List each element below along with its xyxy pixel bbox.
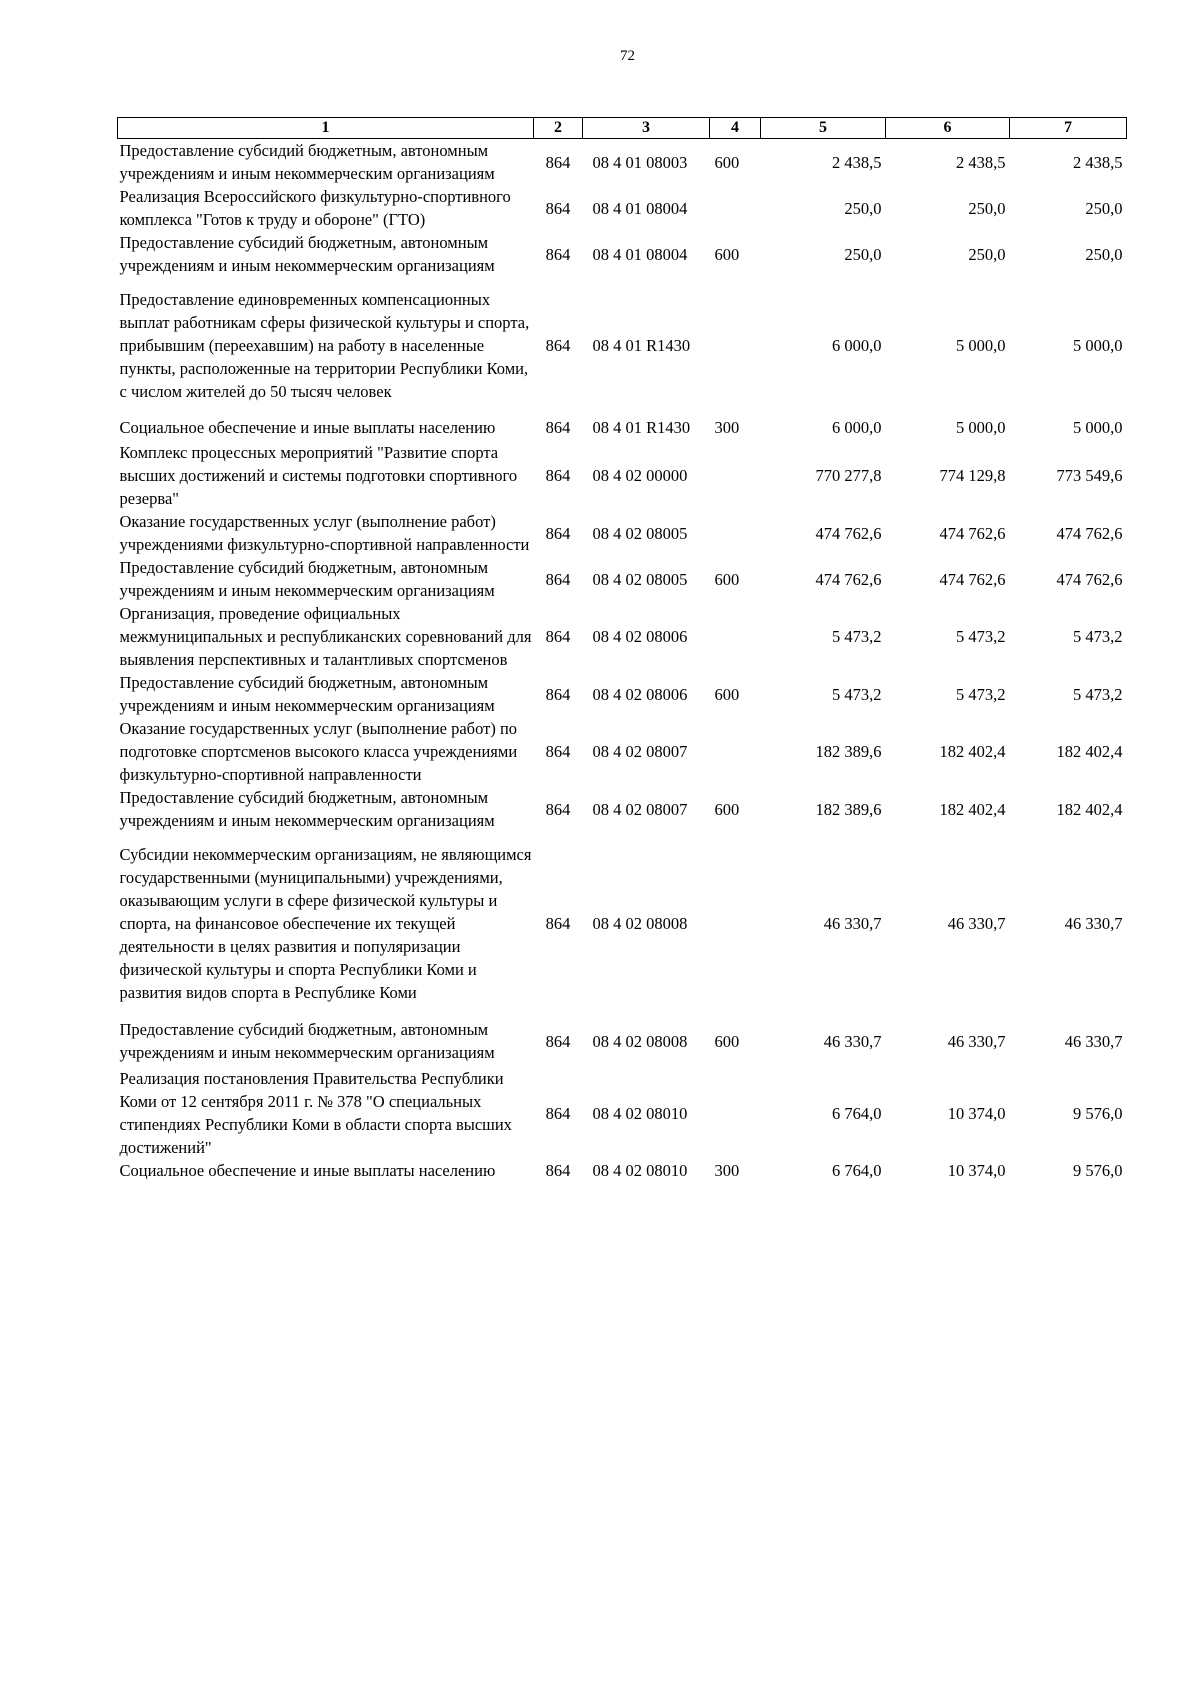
row-vr: 600	[714, 152, 740, 172]
row-csr: 08 4 01 08004	[592, 244, 688, 264]
row-amount-year3: 46 330,7	[1064, 914, 1123, 933]
row-amount-year2: 5 000,0	[956, 418, 1006, 437]
row-amount-year1: 5 473,2	[832, 684, 882, 704]
row-csr: 08 4 01 R1430	[592, 418, 691, 437]
row-amount-year2: 774 129,8	[939, 466, 1006, 485]
table-row	[118, 277, 1127, 414]
row-grbs: 864	[545, 799, 571, 819]
row-vr	[710, 717, 761, 786]
row-vr	[710, 1067, 761, 1159]
row-vr	[710, 510, 761, 556]
row-amount-year1: 6 764,0	[832, 1103, 882, 1123]
row-grbs: 864	[545, 627, 571, 646]
table-row	[118, 1067, 1127, 1159]
row-csr: 08 4 02 08008	[592, 914, 688, 933]
row-amount-year3: 46 330,7	[1064, 1031, 1123, 1051]
row-amount-year3: 5 000,0	[1073, 336, 1123, 355]
row-vr	[710, 185, 761, 231]
row-amount-year1: 474 762,6	[815, 569, 882, 589]
row-name: Предоставление субсидий бюджетным, автономным учреждениям и иным некоммерческим организациям	[119, 233, 495, 275]
row-amount-year2: 10 374,0	[947, 1103, 1006, 1123]
table-row	[118, 832, 1127, 1015]
row-csr: 08 4 02 08010	[592, 1103, 688, 1123]
row-amount-year3: 250,0	[1085, 198, 1123, 218]
row-csr: 08 4 02 08006	[592, 684, 688, 704]
row-csr: 08 4 01 08003	[592, 152, 688, 172]
row-grbs: 864	[545, 742, 571, 761]
row-name: Предоставление единовременных компенсационных выплат работникам сферы физической культуры и спорта, прибывшим (переехавшим) на работу в населенные пункты, расположенные на территории Республики Коми, с числом жителей до 50 тысяч человек	[119, 290, 530, 401]
row-name: Предоставление субсидий бюджетным, автономным учреждениям и иным некоммерческим организациям	[119, 673, 495, 715]
table-row	[118, 231, 1127, 277]
row-grbs: 864	[545, 1161, 571, 1180]
row-csr: 08 4 01 R1430	[592, 336, 691, 355]
row-vr: 600	[714, 244, 740, 264]
row-name: Предоставление субсидий бюджетным, автономным учреждениям и иным некоммерческим организациям	[119, 141, 495, 183]
row-grbs: 864	[545, 198, 571, 218]
row-amount-year2: 10 374,0	[947, 1161, 1006, 1180]
row-amount-year1: 770 277,8	[815, 466, 882, 485]
row-amount-year2: 5 473,2	[956, 684, 1006, 704]
budget-table	[117, 117, 1127, 1182]
row-amount-year3: 250,0	[1085, 244, 1123, 264]
row-amount-year1: 250,0	[844, 244, 882, 264]
row-name: Реализация Всероссийского физкультурно-спортивного комплекса "Готов к труду и обороне" (ГТО)	[119, 187, 511, 229]
row-grbs: 864	[545, 523, 571, 543]
row-amount-year3: 182 402,4	[1056, 742, 1123, 761]
row-vr: 300	[714, 1161, 740, 1180]
row-grbs: 864	[545, 684, 571, 704]
header-col-6: 6	[886, 118, 1010, 139]
table-row	[118, 556, 1127, 602]
row-csr: 08 4 02 08008	[592, 1031, 688, 1051]
row-vr: 600	[714, 799, 740, 819]
row-name: Предоставление субсидий бюджетным, автономным учреждениям и иным некоммерческим организациям	[119, 1020, 495, 1062]
row-amount-year3: 2 438,5	[1073, 152, 1123, 172]
table-header	[118, 118, 1127, 139]
row-amount-year2: 474 762,6	[939, 569, 1006, 589]
row-amount-year3: 9 576,0	[1073, 1103, 1123, 1123]
row-amount-year1: 5 473,2	[832, 627, 882, 646]
row-name: Предоставление субсидий бюджетным, автономным учреждениям и иным некоммерческим организациям	[119, 558, 495, 600]
row-csr: 08 4 02 08010	[592, 1161, 688, 1180]
row-amount-year3: 773 549,6	[1056, 466, 1123, 485]
row-amount-year2: 474 762,6	[939, 523, 1006, 543]
row-grbs: 864	[545, 914, 571, 933]
table-row	[118, 602, 1127, 671]
row-grbs: 864	[545, 152, 571, 172]
row-amount-year1: 182 389,6	[815, 799, 882, 819]
row-amount-year2: 250,0	[968, 198, 1006, 218]
row-amount-year3: 5 000,0	[1073, 418, 1123, 437]
row-name: Предоставление субсидий бюджетным, автономным учреждениям и иным некоммерческим организациям	[119, 788, 495, 830]
row-amount-year3: 474 762,6	[1056, 569, 1123, 589]
row-amount-year3: 9 576,0	[1073, 1161, 1123, 1180]
row-vr	[710, 602, 761, 671]
row-csr: 08 4 02 08005	[592, 569, 688, 589]
row-grbs: 864	[545, 1103, 571, 1123]
table-row	[118, 1015, 1127, 1067]
row-amount-year3: 5 473,2	[1073, 684, 1123, 704]
row-grbs: 864	[545, 569, 571, 589]
header-col-2: 2	[534, 118, 583, 139]
row-amount-year1: 250,0	[844, 198, 882, 218]
row-amount-year2: 46 330,7	[947, 914, 1006, 933]
table-row	[118, 185, 1127, 231]
table-row	[118, 671, 1127, 717]
row-amount-year1: 46 330,7	[823, 1031, 882, 1051]
header-row	[118, 118, 1127, 139]
row-amount-year2: 182 402,4	[939, 799, 1006, 819]
row-vr	[710, 441, 761, 510]
row-name: Оказание государственных услуг (выполнение работ) учреждениями физкультурно-спортивной направленности	[119, 512, 530, 554]
row-amount-year2: 182 402,4	[939, 742, 1006, 761]
row-amount-year1: 6 764,0	[832, 1161, 882, 1180]
row-csr: 08 4 02 00000	[592, 466, 688, 485]
row-grbs: 864	[545, 418, 571, 437]
row-amount-year2: 2 438,5	[956, 152, 1006, 172]
table-body	[118, 139, 1127, 1183]
row-name: Социальное обеспечение и иные выплаты населению	[119, 1161, 496, 1180]
row-name: Реализация постановления Правительства Республики Коми от 12 сентября 2011 г. № 378 "О специальных стипендиях Республики Коми в области спорта высших достижений"	[119, 1069, 512, 1157]
table-row	[118, 786, 1127, 832]
row-name: Комплекс процессных мероприятий "Развитие спорта высших достижений и системы подготовки спортивного резерва"	[119, 443, 518, 508]
table-row	[118, 139, 1127, 186]
row-amount-year1: 182 389,6	[815, 742, 882, 761]
row-vr: 600	[714, 569, 740, 589]
row-vr: 300	[714, 418, 740, 437]
row-name: Субсидии некоммерческим организациям, не являющимся государственными (муниципальными) учреждениями, оказывающим услуги в сфере физической культуры и спорта, на финансовое обеспечение их текущей деятельности в целях развития и популяризации физической культуры и спорта Республики Коми и развития видов спорта в Республике Коми	[119, 845, 532, 1002]
row-grbs: 864	[545, 466, 571, 485]
row-csr: 08 4 02 08007	[592, 799, 688, 819]
row-amount-year3: 474 762,6	[1056, 523, 1123, 543]
row-amount-year2: 46 330,7	[947, 1031, 1006, 1051]
row-amount-year2: 250,0	[968, 244, 1006, 264]
row-vr: 600	[714, 684, 740, 704]
row-vr: 600	[714, 1031, 740, 1051]
table-row	[118, 717, 1127, 786]
row-amount-year2: 5 000,0	[956, 336, 1006, 355]
row-name: Организация, проведение официальных межмуниципальных и республиканских соревнований для выявления перспективных и талантливых спортсменов	[119, 604, 532, 669]
header-col-3: 3	[583, 118, 710, 139]
page-number: 72	[620, 48, 635, 64]
row-amount-year3: 182 402,4	[1056, 799, 1123, 819]
row-name: Социальное обеспечение и иные выплаты населению	[119, 418, 496, 437]
table-row	[118, 510, 1127, 556]
header-col-5: 5	[761, 118, 886, 139]
row-vr	[710, 832, 761, 1015]
header-col-7: 7	[1010, 118, 1127, 139]
table-row	[118, 441, 1127, 510]
row-amount-year2: 5 473,2	[956, 627, 1006, 646]
row-amount-year1: 474 762,6	[815, 523, 882, 543]
row-grbs: 864	[545, 336, 571, 355]
row-amount-year3: 5 473,2	[1073, 627, 1123, 646]
header-col-1: 1	[118, 118, 534, 139]
row-amount-year1: 2 438,5	[832, 152, 882, 172]
row-amount-year1: 6 000,0	[832, 418, 882, 437]
table-row	[118, 414, 1127, 441]
row-amount-year1: 6 000,0	[832, 336, 882, 355]
row-csr: 08 4 02 08006	[592, 627, 688, 646]
row-grbs: 864	[545, 244, 571, 264]
row-csr: 08 4 02 08007	[592, 742, 688, 761]
row-csr: 08 4 01 08004	[592, 198, 688, 218]
row-csr: 08 4 02 08005	[592, 523, 688, 543]
header-col-4: 4	[710, 118, 761, 139]
row-amount-year1: 46 330,7	[823, 914, 882, 933]
row-vr	[710, 277, 761, 414]
table-row	[118, 1159, 1127, 1182]
row-grbs: 864	[545, 1031, 571, 1051]
row-name: Оказание государственных услуг (выполнение работ) по подготовке спортсменов высокого класса учреждениями физкультурно-спортивной направленности	[119, 719, 518, 784]
